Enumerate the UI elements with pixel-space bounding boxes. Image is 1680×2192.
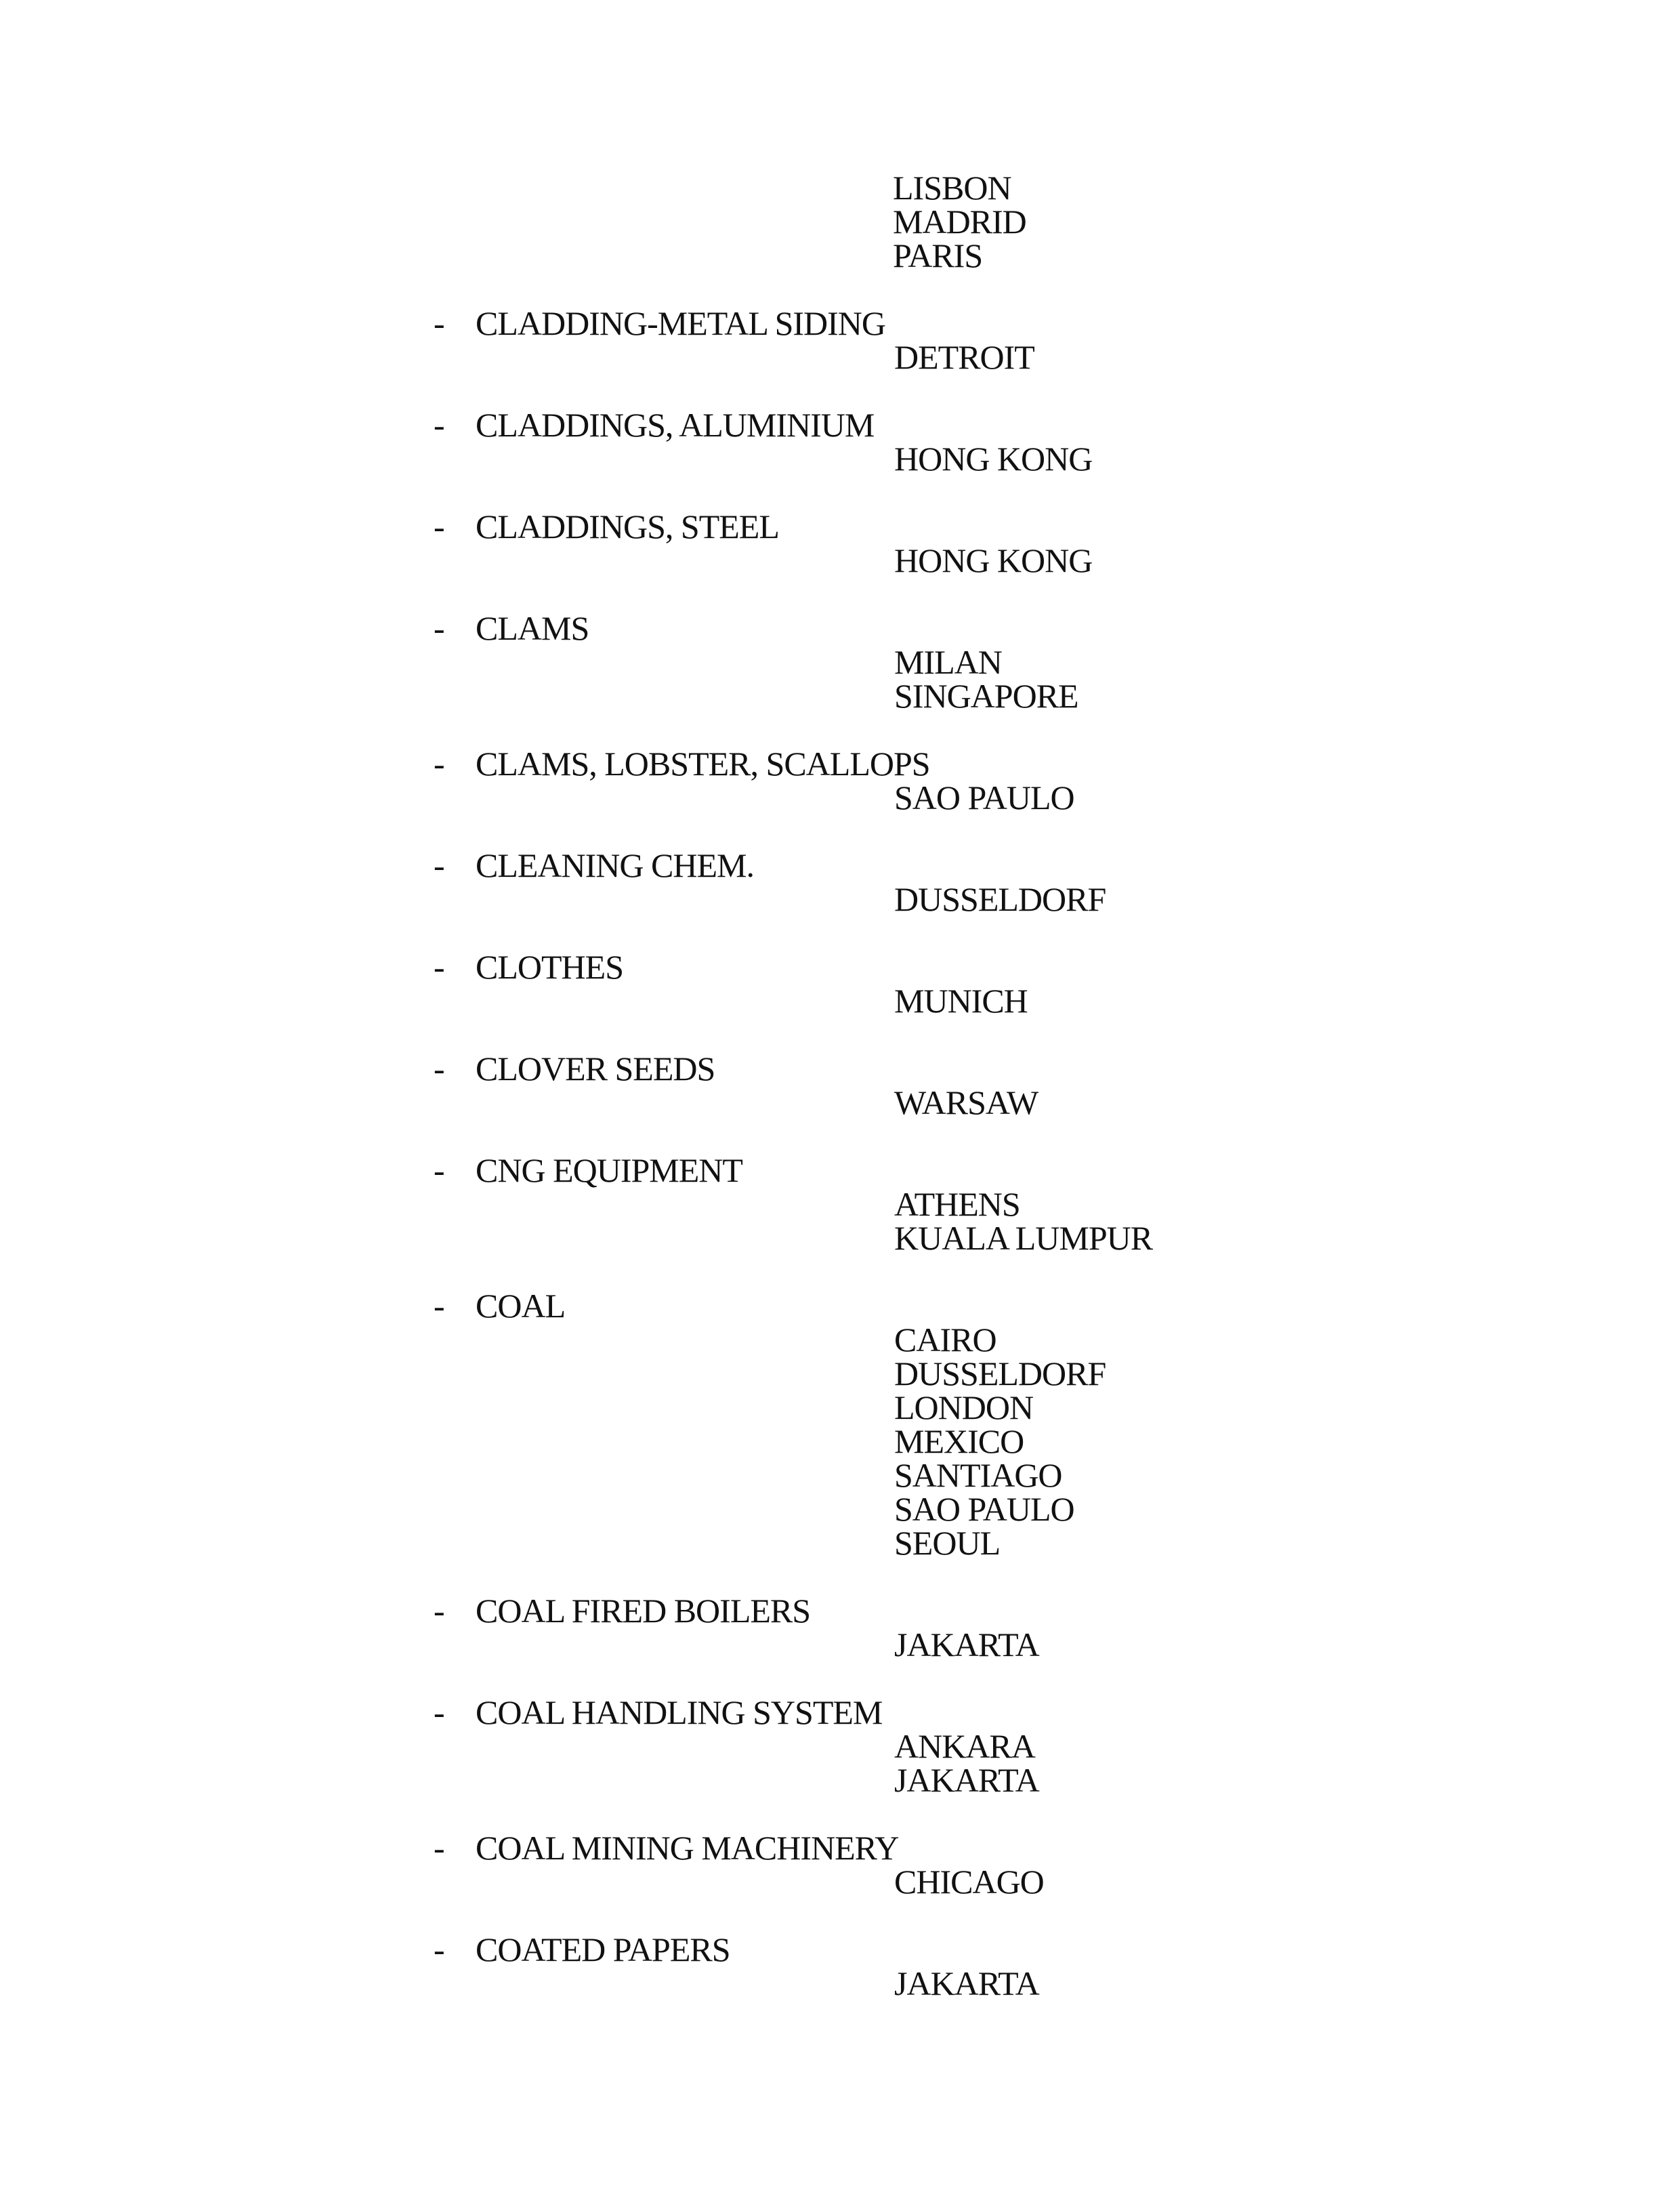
- city-name: DETROIT: [894, 338, 1034, 376]
- city-name: SAO PAULO: [894, 779, 1074, 816]
- entry-dash: -: [434, 1287, 444, 1325]
- product-entry: [434, 1052, 1450, 1119]
- product-entry: [434, 950, 1450, 1018]
- product-entry: [434, 1932, 1450, 2000]
- city-list: [894, 1729, 1450, 1797]
- city-name: HONG KONG: [894, 541, 1093, 579]
- city-list: [894, 543, 1450, 577]
- city-name: DUSSELDORF: [894, 1355, 1106, 1392]
- product-entry: [434, 1289, 1450, 1560]
- city-name: SEOUL: [894, 1524, 1001, 1562]
- product-name: COAL MINING MACHINERY: [476, 1829, 899, 1867]
- city-name: MILAN: [894, 643, 1002, 681]
- city-name: PARIS: [893, 236, 983, 274]
- product-entry: [434, 848, 1450, 916]
- product-entry: [434, 1831, 1450, 1899]
- product-entry: [434, 510, 1450, 577]
- city-name: DUSSELDORF: [894, 880, 1106, 918]
- city-list: [894, 1966, 1450, 2000]
- entry-dash: -: [434, 1592, 444, 1630]
- product-name: CLADDING-METAL SIDING: [476, 304, 886, 342]
- city-list: [894, 882, 1450, 916]
- product-name: CLADDINGS, STEEL: [476, 508, 779, 545]
- product-entry: [434, 1594, 1450, 1661]
- entry-dash: -: [434, 508, 444, 545]
- city-name: MADRID: [893, 203, 1026, 241]
- product-name: COAL FIRED BOILERS: [476, 1592, 811, 1630]
- city-name: LONDON: [894, 1388, 1034, 1426]
- city-list: [894, 781, 1450, 814]
- city-name: WARSAW: [894, 1083, 1038, 1121]
- city-name: MEXICO: [894, 1422, 1024, 1460]
- product-entry: [434, 1695, 1450, 1797]
- city-name: JAKARTA: [894, 1964, 1039, 2002]
- city-name: SINGAPORE: [894, 677, 1078, 715]
- product-name: CLADDINGS, ALUMINIUM: [476, 406, 875, 444]
- header-city-list: [893, 171, 1026, 272]
- city-name: MUNICH: [894, 982, 1028, 1020]
- city-name: ATHENS: [894, 1185, 1020, 1223]
- entry-dash: -: [434, 609, 444, 647]
- product-name: CLAMS: [476, 609, 589, 647]
- entry-dash: -: [434, 1050, 444, 1088]
- product-entry: [434, 408, 1450, 476]
- entry-dash: -: [434, 1930, 444, 1968]
- entry-dash: -: [434, 745, 444, 783]
- entry-dash: -: [434, 1151, 444, 1189]
- product-name: COATED PAPERS: [476, 1930, 730, 1968]
- product-entry-list: [434, 306, 1450, 2034]
- entry-dash: -: [434, 304, 444, 342]
- city-name: SAO PAULO: [894, 1490, 1074, 1528]
- city-list: [894, 1323, 1450, 1560]
- product-name: COAL: [476, 1287, 566, 1325]
- city-name: CAIRO: [894, 1321, 996, 1359]
- product-name: CNG EQUIPMENT: [476, 1151, 742, 1189]
- product-name: CLOVER SEEDS: [476, 1050, 715, 1088]
- city-name: JAKARTA: [894, 1761, 1039, 1799]
- city-name: JAKARTA: [894, 1626, 1039, 1663]
- product-name: CLOTHES: [476, 948, 623, 986]
- product-name: CLAMS, LOBSTER, SCALLOPS: [476, 745, 930, 783]
- city-name: KUALA LUMPUR: [894, 1219, 1153, 1257]
- product-entry: [434, 611, 1450, 713]
- city-list: [894, 984, 1450, 1018]
- product-name: COAL HANDLING SYSTEM: [476, 1693, 883, 1731]
- entry-dash: -: [434, 846, 444, 884]
- city-name: SANTIAGO: [894, 1456, 1062, 1494]
- product-name: CLEANING CHEM.: [476, 846, 754, 884]
- city-list: [894, 1628, 1450, 1661]
- city-list: [894, 442, 1450, 476]
- product-entry: [434, 747, 1450, 814]
- city-list: [894, 340, 1450, 374]
- product-entry: [434, 1153, 1450, 1255]
- city-name: CHICAGO: [894, 1863, 1044, 1901]
- city-name: ANKARA: [894, 1727, 1035, 1765]
- entry-dash: -: [434, 406, 444, 444]
- entry-dash: -: [434, 948, 444, 986]
- entry-dash: -: [434, 1693, 444, 1731]
- city-list: [894, 1865, 1450, 1899]
- city-list: [894, 1085, 1450, 1119]
- product-entry: [434, 306, 1450, 374]
- city-list: [894, 645, 1450, 713]
- entry-dash: -: [434, 1829, 444, 1867]
- city-name: LISBON: [893, 169, 1011, 207]
- city-list: [894, 1187, 1450, 1255]
- city-name: HONG KONG: [894, 440, 1093, 478]
